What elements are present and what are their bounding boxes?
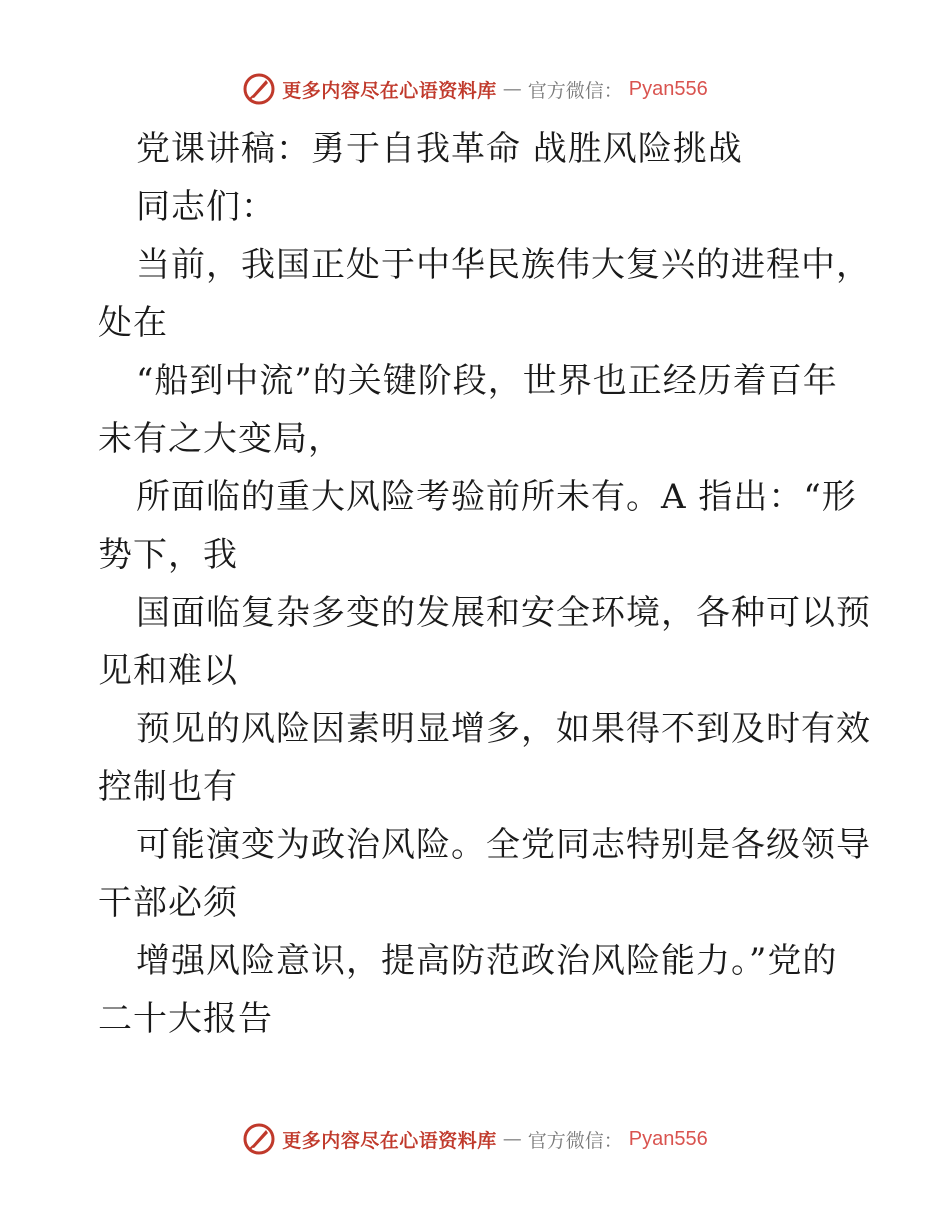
document-body	[98, 120, 871, 1048]
header-watermark	[0, 72, 950, 106]
paragraph-line: 见和难以	[98, 651, 238, 691]
watermark-dash: —	[502, 1128, 522, 1150]
watermark-brand: 更多内容尽在心语资料库	[282, 79, 497, 102]
paragraph-line: 二十大报告	[98, 999, 273, 1039]
paragraph-line: 未有之大变局，	[98, 419, 343, 459]
paragraph-line: 预见的风险因素明显增多，如果得不到及时有效	[136, 709, 871, 749]
paragraph-line: 当前，我国正处于中华民族伟大复兴的进程中，	[136, 245, 871, 285]
watermark-id: Pyan556	[628, 77, 708, 100]
watermark-dash: —	[502, 78, 522, 100]
document-title: 党课讲稿：勇于自我革命 战胜风险挑战	[136, 129, 743, 169]
quill-logo-icon	[242, 72, 276, 106]
watermark-official: 官方微信：	[527, 79, 623, 102]
salutation: 同志们：	[136, 187, 276, 227]
paragraph-line: 所面临的重大风险考验前所未有。A 指出：“形	[136, 477, 857, 517]
watermark-brand: 更多内容尽在心语资料库	[282, 1129, 497, 1152]
paragraph-line: “船到中流”的关键阶段，世界也正经历着百年	[136, 361, 838, 401]
paragraph-line: 处在	[98, 303, 168, 343]
watermark-id: Pyan556	[628, 1127, 708, 1150]
paragraph-line: 增强风险意识，提高防范政治风险能力。”党的	[136, 941, 838, 981]
paragraph-line: 势下，我	[98, 535, 238, 575]
footer-watermark	[0, 1122, 950, 1156]
paragraph-line: 干部必须	[98, 883, 238, 923]
paragraph-line: 控制也有	[98, 767, 238, 807]
paragraph-line: 可能演变为政治风险。全党同志特别是各级领导	[136, 825, 871, 865]
quill-logo-icon	[242, 1122, 276, 1156]
paragraph-line: 国面临复杂多变的发展和安全环境，各种可以预	[136, 593, 871, 633]
watermark-official: 官方微信：	[527, 1129, 623, 1152]
